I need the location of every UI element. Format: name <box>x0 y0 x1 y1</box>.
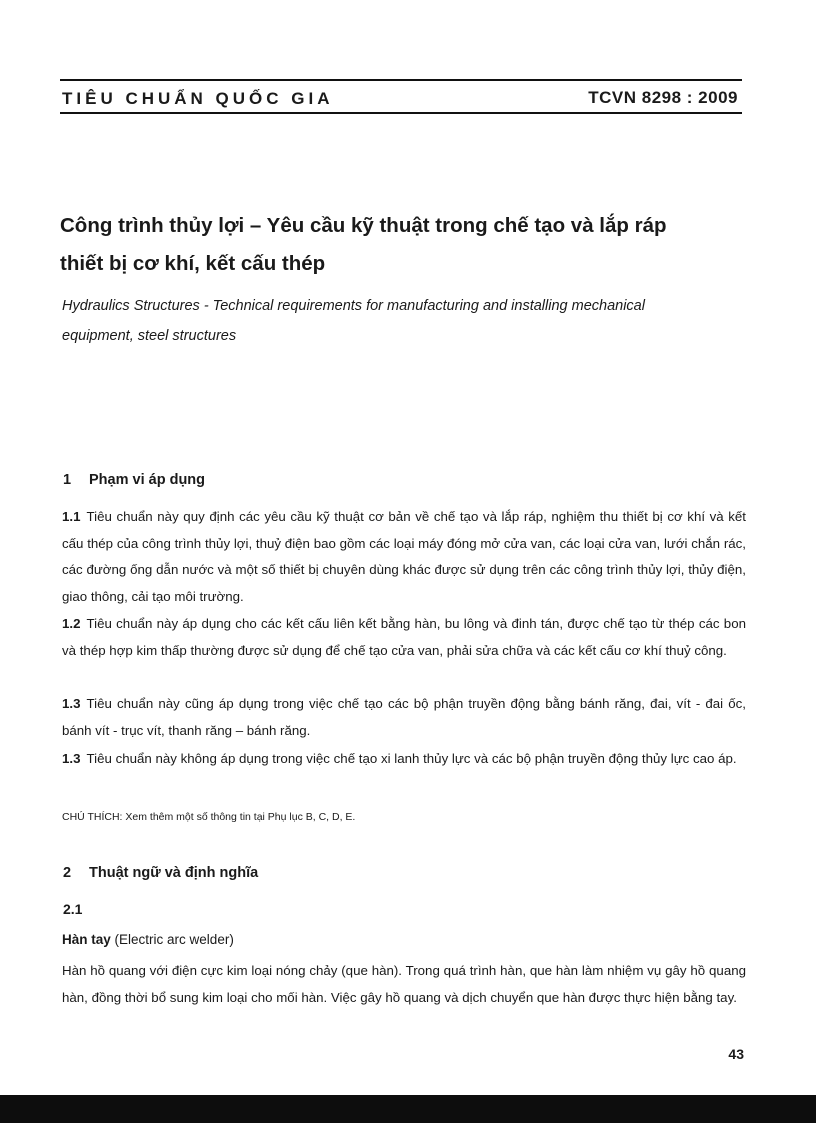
clause-number: 1.2 <box>62 616 81 631</box>
clause-number: 1.3 <box>62 751 81 766</box>
note: CHÚ THÍCH: Xem thêm một số thông tin tại Phụ lục B, C, D, E. <box>62 811 356 823</box>
section-1-title: Phạm vi áp dụng <box>89 472 206 488</box>
clause-text: Tiêu chuẩn này quy định các yêu cầu kỹ thuật cơ bản về chế tạo và lắp ráp, nghiệm thu thiết bị cơ khí và kết cấu thép của công trình thủy lợi, thuỷ điện bao gồm các loại máy đóng mở cửa van, các loại cửa van, lưới chắn rác, các đường ống dẫn nước và một số thiết bị chuyên dùng khác được sử dụng trên các công trình thủy lợi, thủy điện, giao thông, cải tạo môi trường. <box>62 509 746 604</box>
clause-text: Tiêu chuẩn này không áp dụng trong việc chế tạo xi lanh thủy lực và các bộ phận truyền động thủy lực cao áp. <box>86 751 737 766</box>
clause-1-3b <box>62 746 746 773</box>
page-number: 43 <box>728 1046 744 1062</box>
section-2-number: 2 <box>63 865 72 881</box>
english-title-line-2: equipment, steel structures <box>62 328 237 344</box>
clause-1-3 <box>62 691 746 744</box>
english-title <box>62 291 752 351</box>
term-name: Hàn tay <box>62 932 111 947</box>
clause-text: Tiêu chuẩn này cũng áp dụng trong việc chế tạo các bộ phận truyền động bằng bánh răng, đai, vít - đai ốc, bánh vít - trục vít, thanh răng – bánh răng. <box>62 696 746 738</box>
clause-1-1 <box>62 504 746 610</box>
header-bottom-rule <box>60 112 742 114</box>
section-2-heading <box>63 865 258 881</box>
title-line-1: Công trình thủy lợi – Yêu cầu kỹ thuật trong chế tạo và lắp ráp <box>60 214 667 237</box>
clause-text: Tiêu chuẩn này áp dụng cho các kết cấu liên kết bằng hàn, bu lông và đinh tán, được chế tạo từ thép các bon và thép hợp kim thấp thường được sử dụng để chế tạo cửa van, phải sửa chữa và các kết cấu cơ khí thuỷ công. <box>62 616 746 658</box>
term-heading <box>62 932 234 947</box>
clause-number: 1.3 <box>62 696 81 711</box>
section-1-number: 1 <box>63 472 72 488</box>
scan-bottom-edge <box>0 1095 816 1123</box>
section-1-heading <box>63 472 205 488</box>
header-top-rule <box>60 79 742 81</box>
section-2-title: Thuật ngữ và định nghĩa <box>89 865 259 881</box>
document-title <box>60 207 760 283</box>
title-line-2: thiết bị cơ khí, kết cấu thép <box>60 252 326 275</box>
term-english: (Electric arc welder) <box>114 932 234 947</box>
english-title-line-1: Hydraulics Structures - Technical requirements for manufacturing and installing mechanical <box>62 298 645 314</box>
term-number: 2.1 <box>63 901 83 917</box>
standard-type-label: TIÊU CHUẨN QUỐC GIA <box>62 89 334 108</box>
clause-1-2 <box>62 611 746 664</box>
term-definition: Hàn hồ quang với điện cực kim loại nóng chảy (que hàn). Trong quá trình hàn, que hàn làm nhiệm vụ gây hồ quang hàn, đồng thời bổ sung kim loại cho mối hàn. Việc gây hồ quang và dịch chuyển que hàn được thực hiện bằng tay. <box>62 963 746 1005</box>
clause-number: 1.1 <box>62 509 81 524</box>
standard-code: TCVN 8298 : 2009 <box>588 88 738 107</box>
